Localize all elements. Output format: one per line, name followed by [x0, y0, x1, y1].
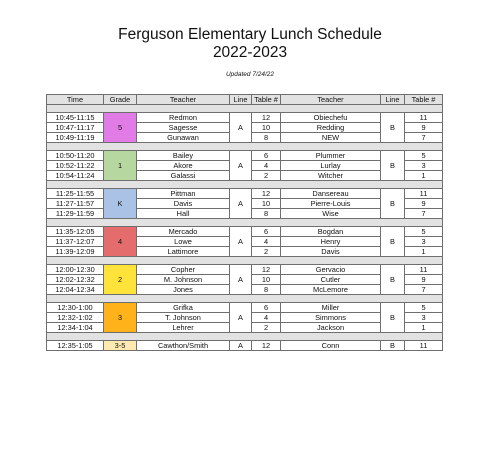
line-cell: B	[381, 189, 405, 219]
separator-cell	[47, 257, 443, 265]
column-header: Teacher	[137, 95, 230, 105]
table-number-cell: 12	[252, 189, 281, 199]
group-separator	[47, 333, 443, 341]
group-separator	[47, 105, 443, 113]
table-number-cell: 6	[252, 303, 281, 313]
table-number-cell: 8	[252, 285, 281, 295]
teacher-cell: Copher	[137, 265, 230, 275]
group-separator	[47, 219, 443, 227]
teacher-cell: Pittman	[137, 189, 230, 199]
teacher-cell: Galassi	[137, 171, 230, 181]
time-cell: 12:30-1:00	[47, 303, 104, 313]
table-number-cell: 9	[405, 275, 443, 285]
separator-cell	[47, 105, 443, 113]
teacher-cell: Mercado	[137, 227, 230, 237]
teacher-cell: Lurlay	[281, 161, 381, 171]
table-row	[47, 303, 443, 313]
teacher-cell: Davis	[281, 247, 381, 257]
time-cell: 12:32-1:02	[47, 313, 104, 323]
separator-cell	[47, 143, 443, 151]
table-row	[47, 113, 443, 123]
time-cell: 12:34-1:04	[47, 323, 104, 333]
time-cell: 10:49-11:19	[47, 133, 104, 143]
teacher-cell: Witcher	[281, 171, 381, 181]
teacher-cell: Davis	[137, 199, 230, 209]
table-number-cell: 1	[405, 247, 443, 257]
column-header: Time	[47, 95, 104, 105]
teacher-cell: Wise	[281, 209, 381, 219]
teacher-cell: Plummer	[281, 151, 381, 161]
group-separator	[47, 143, 443, 151]
table-number-cell: 8	[252, 133, 281, 143]
grade-cell: 3	[104, 303, 137, 333]
grade-cell: 1	[104, 151, 137, 181]
grade-cell: 3-5	[104, 341, 137, 351]
table-number-cell: 4	[252, 237, 281, 247]
table-number-cell: 5	[405, 227, 443, 237]
time-cell: 10:52-11:22	[47, 161, 104, 171]
line-cell: B	[381, 265, 405, 295]
group-separator	[47, 257, 443, 265]
time-cell: 12:04-12:34	[47, 285, 104, 295]
teacher-cell: Redmon	[137, 113, 230, 123]
teacher-cell: Jackson	[281, 323, 381, 333]
table-number-cell: 12	[252, 265, 281, 275]
teacher-cell: Cutler	[281, 275, 381, 285]
page-title: Ferguson Elementary Lunch Schedule	[118, 26, 382, 43]
time-cell: 10:45-11:15	[47, 113, 104, 123]
time-cell: 10:54-11:24	[47, 171, 104, 181]
teacher-cell: Lehrer	[137, 323, 230, 333]
table-number-cell: 3	[405, 161, 443, 171]
column-header: Table #	[252, 95, 281, 105]
table-number-cell: 12	[252, 341, 281, 351]
teacher-cell: Hall	[137, 209, 230, 219]
table-row	[47, 341, 443, 351]
time-cell: 11:27-11:57	[47, 199, 104, 209]
table-number-cell: 7	[405, 209, 443, 219]
table-number-cell: 11	[405, 341, 443, 351]
separator-cell	[47, 333, 443, 341]
line-cell: B	[381, 151, 405, 181]
table-row	[47, 227, 443, 237]
line-cell: B	[381, 113, 405, 143]
teacher-cell: Redding	[281, 123, 381, 133]
time-cell: 10:47-11:17	[47, 123, 104, 133]
line-cell: A	[230, 151, 252, 181]
teacher-cell: Henry	[281, 237, 381, 247]
table-number-cell: 4	[252, 313, 281, 323]
table-number-cell: 11	[405, 113, 443, 123]
table-number-cell: 11	[405, 189, 443, 199]
table-number-cell: 1	[405, 323, 443, 333]
updated-note: Updated 7/24/22	[225, 71, 275, 78]
table-number-cell: 7	[405, 133, 443, 143]
time-cell: 12:00-12:30	[47, 265, 104, 275]
table-number-cell: 5	[405, 151, 443, 161]
line-cell: B	[381, 227, 405, 257]
column-header: Line	[381, 95, 405, 105]
table-number-cell: 8	[252, 209, 281, 219]
separator-cell	[47, 181, 443, 189]
teacher-cell: McLemore	[281, 285, 381, 295]
line-cell: A	[230, 303, 252, 333]
table-number-cell: 3	[405, 237, 443, 247]
table-number-cell: 9	[405, 123, 443, 133]
teacher-cell: T. Johnson	[137, 313, 230, 323]
teacher-cell: Bogdan	[281, 227, 381, 237]
table-row	[47, 189, 443, 199]
column-header: Teacher	[281, 95, 381, 105]
time-cell: 11:35-12:05	[47, 227, 104, 237]
table-number-cell: 2	[252, 171, 281, 181]
table-number-cell: 7	[405, 285, 443, 295]
teacher-cell: Lattimore	[137, 247, 230, 257]
line-cell: A	[230, 189, 252, 219]
table-number-cell: 2	[252, 247, 281, 257]
schedule-body	[47, 105, 443, 351]
table-number-cell: 4	[252, 161, 281, 171]
teacher-cell: Conn	[281, 341, 381, 351]
separator-cell	[47, 295, 443, 303]
teacher-cell: Obiechefu	[281, 113, 381, 123]
line-cell: A	[230, 113, 252, 143]
time-cell: 10:50-11:20	[47, 151, 104, 161]
teacher-cell: Grifka	[137, 303, 230, 313]
line-cell: B	[381, 341, 405, 351]
table-number-cell: 10	[252, 123, 281, 133]
time-cell: 11:29-11:59	[47, 209, 104, 219]
grade-cell: K	[104, 189, 137, 219]
line-cell: A	[230, 227, 252, 257]
teacher-cell: Dansereau	[281, 189, 381, 199]
teacher-cell: Gunawan	[137, 133, 230, 143]
time-cell: 11:25-11:55	[47, 189, 104, 199]
group-separator	[47, 181, 443, 189]
table-number-cell: 10	[252, 199, 281, 209]
line-cell: A	[230, 265, 252, 295]
table-number-cell: 3	[405, 313, 443, 323]
teacher-cell: Lowe	[137, 237, 230, 247]
table-number-cell: 1	[405, 171, 443, 181]
grade-cell: 4	[104, 227, 137, 257]
teacher-cell: Simmons	[281, 313, 381, 323]
teacher-cell: Bailey	[137, 151, 230, 161]
teacher-cell: NEW	[281, 133, 381, 143]
column-header: Line	[230, 95, 252, 105]
table-number-cell: 2	[252, 323, 281, 333]
teacher-cell: Pierre-Louis	[281, 199, 381, 209]
teacher-cell: Jones	[137, 285, 230, 295]
teacher-cell: Gervacio	[281, 265, 381, 275]
table-number-cell: 6	[252, 227, 281, 237]
header-row	[47, 95, 443, 105]
time-cell: 11:39-12:09	[47, 247, 104, 257]
teacher-cell: Sagesse	[137, 123, 230, 133]
teacher-cell: Miller	[281, 303, 381, 313]
line-cell: A	[230, 341, 252, 351]
table-number-cell: 11	[405, 265, 443, 275]
table-number-cell: 12	[252, 113, 281, 123]
time-cell: 12:35-1:05	[47, 341, 104, 351]
table-row	[47, 151, 443, 161]
table-number-cell: 5	[405, 303, 443, 313]
line-cell: B	[381, 303, 405, 333]
table-number-cell: 6	[252, 151, 281, 161]
grade-cell: 2	[104, 265, 137, 295]
teacher-cell: Cawthon/Smith	[137, 341, 230, 351]
table-number-cell: 9	[405, 199, 443, 209]
time-cell: 11:37-12:07	[47, 237, 104, 247]
table-number-cell: 10	[252, 275, 281, 285]
school-year: 2022-2023	[212, 44, 288, 61]
teacher-cell: M. Johnson	[137, 275, 230, 285]
time-cell: 12:02-12:32	[47, 275, 104, 285]
table-row	[47, 265, 443, 275]
separator-cell	[47, 219, 443, 227]
grade-cell: 5	[104, 113, 137, 143]
group-separator	[47, 295, 443, 303]
schedule-table	[46, 94, 443, 351]
column-header: Table #	[405, 95, 443, 105]
teacher-cell: Akore	[137, 161, 230, 171]
column-header: Grade	[104, 95, 137, 105]
